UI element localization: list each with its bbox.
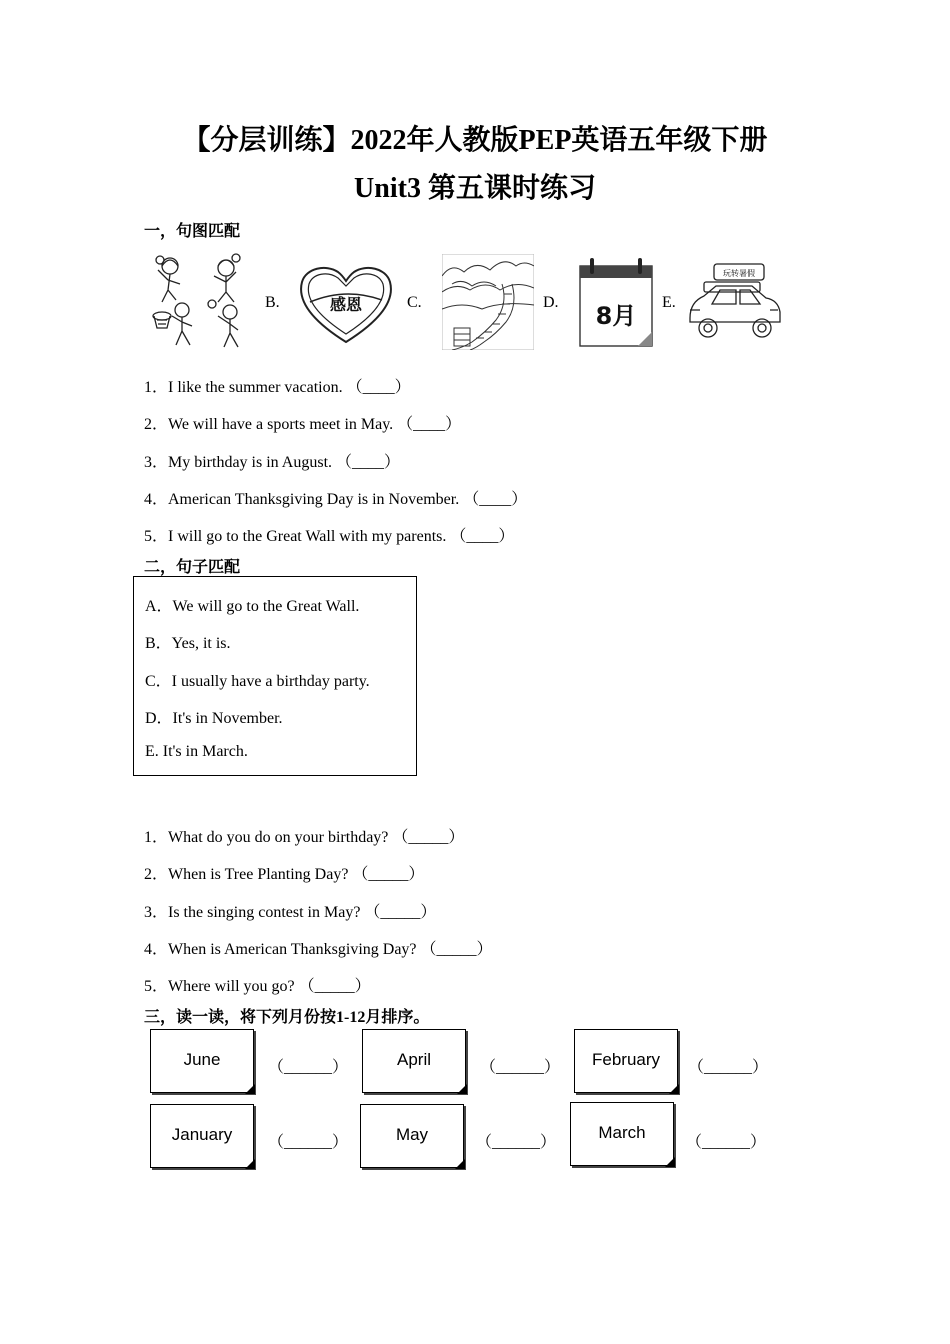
s1-question-2: 2．We will have a sports meet in May. （____） [144, 416, 462, 433]
month-card-april [362, 1029, 466, 1093]
month-card-june [150, 1029, 254, 1093]
option-b-label: B. [265, 294, 280, 311]
basketball-kids-picture [148, 252, 244, 350]
s2-question-1: 1．What do you do on your birthday? （_____） [144, 829, 465, 846]
s1-question-4: 4．American Thanksgiving Day is in November. （____） [144, 491, 528, 508]
month-blank: （______） [686, 1134, 767, 1151]
option-c-label: C. [407, 294, 422, 311]
s1-question-5: 5．I will go to the Great Wall with my parents. （____） [144, 528, 515, 545]
month-card-march [570, 1102, 674, 1166]
month-label: June [183, 1050, 221, 1069]
s2-option-b: B．Yes, it is. [145, 635, 231, 652]
s2-option-a: A．We will go to the Great Wall. [145, 598, 360, 615]
month-label: May [395, 1125, 429, 1144]
month-blank: （______） [480, 1059, 561, 1076]
s2-option-c: C．I usually have a birthday party. [145, 673, 370, 690]
s2-question-2: 2．When is Tree Planting Day? （_____） [144, 866, 425, 883]
s2-option-e: E. It's in March. [145, 743, 248, 760]
month-blank: （______） [268, 1134, 349, 1151]
month-card-may [360, 1104, 464, 1168]
great-wall-picture [442, 254, 534, 350]
month-blank: （______） [268, 1059, 349, 1076]
section-3-heading: 三，读一读，将下列月份按1-12月排序。 [144, 1009, 430, 1026]
s2-question-3: 3．Is the singing contest in May? （_____） [144, 904, 437, 921]
s2-option-d: D．It's in November. [145, 710, 283, 727]
option-d-label: D. [543, 294, 559, 311]
title-line-2: Unit3 第五课时练习 [354, 173, 596, 204]
month-blank: （______） [476, 1134, 557, 1151]
month-blank: （______） [688, 1059, 769, 1076]
section-2-heading: 二，句子匹配 [144, 559, 241, 576]
calendar-picture [578, 254, 654, 348]
title-line-1: 【分层训练】2022年人教版PEP英语五年级下册 [182, 125, 768, 156]
section-1-heading: 一，句图匹配 [144, 223, 241, 240]
sign-text: 玩转暑假 [723, 269, 755, 278]
option-e-label: E. [662, 294, 676, 311]
s2-question-5: 5．Where will you go? （_____） [144, 978, 371, 995]
heart-picture [296, 262, 396, 346]
car-trip-picture [684, 258, 784, 344]
month-label: February [591, 1050, 661, 1069]
options-box [133, 576, 417, 776]
month-label: April [396, 1050, 431, 1069]
s1-question-3: 3．My birthday is in August. （____） [144, 454, 401, 471]
month-label: January [171, 1125, 233, 1144]
month-card-january [150, 1104, 254, 1168]
month-label: March [598, 1123, 646, 1142]
s2-question-4: 4．When is American Thanksgiving Day? （_____） [144, 941, 493, 958]
heart-text: 感恩 [329, 295, 363, 314]
s1-question-1: 1．I like the summer vacation. （____） [144, 379, 411, 396]
month-card-february [574, 1029, 678, 1093]
calendar-text: 8月 [595, 302, 637, 330]
